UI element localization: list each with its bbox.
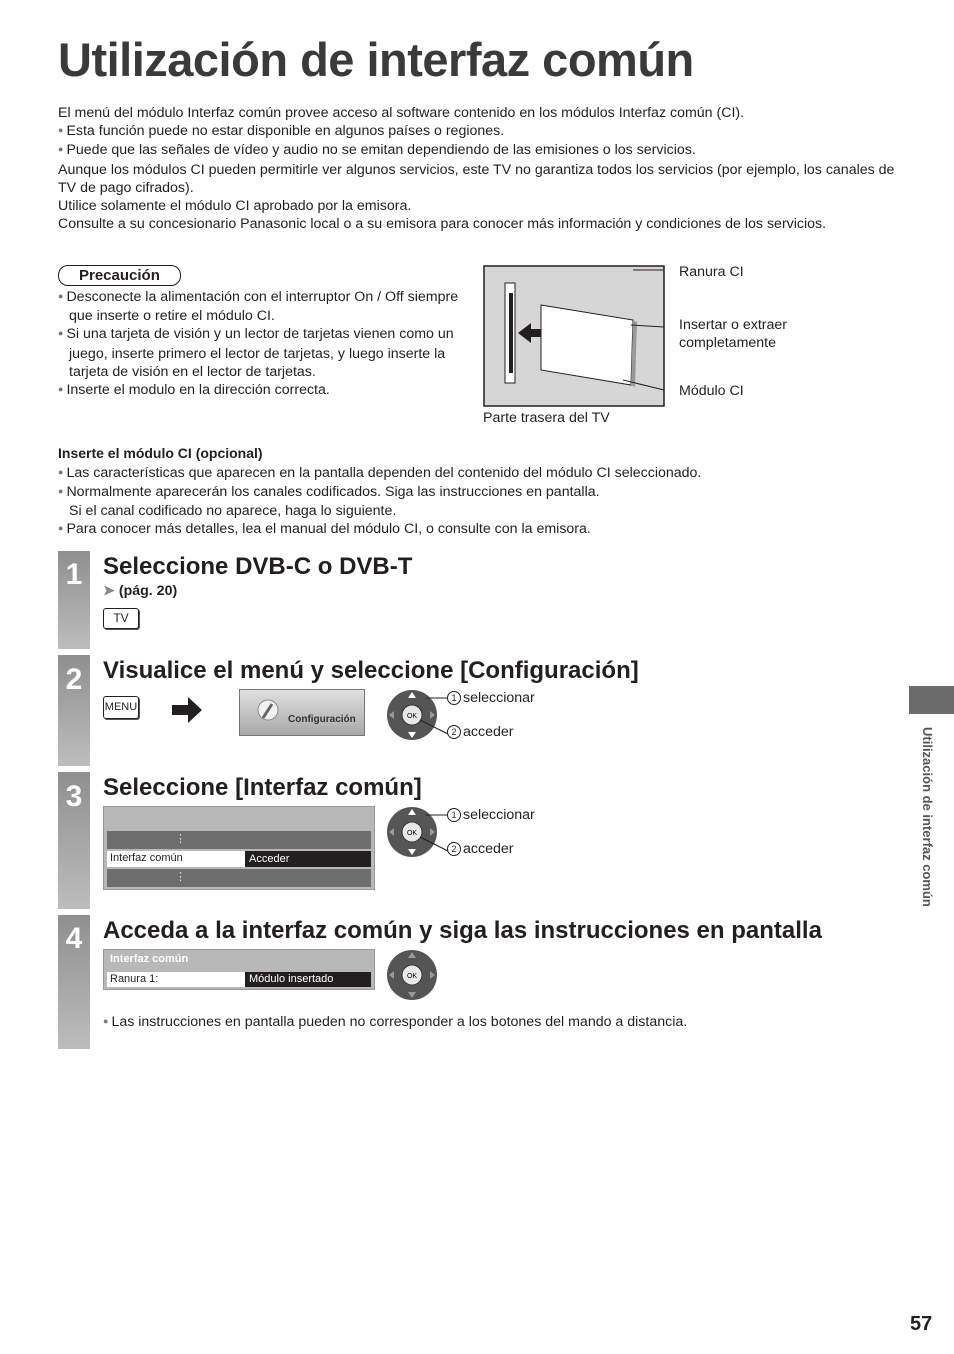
intro-bullet: ● Puede que las señales de vídeo y audio no se emitan dependiendo de las emisiones o los servicios. bbox=[58, 141, 898, 160]
menu-key-icon: MENU bbox=[103, 696, 139, 719]
caution-section bbox=[58, 265, 468, 400]
step-title: Visualice el menú y seleccione [Configuración] bbox=[103, 657, 639, 684]
caution-item: ● Si una tarjeta de visión y un lector de tarjetas vienen como un juego, inserte primero el lector de tarjetas, y luego inserte la tarjeta de visión en el lector de tarjetas. bbox=[58, 325, 468, 381]
wrench-icon bbox=[254, 696, 282, 728]
step-number: 1 bbox=[65, 558, 83, 591]
step-number: 2 bbox=[65, 663, 83, 696]
access-label: 2 acceder bbox=[447, 724, 513, 740]
step-title: Seleccione [Interfaz común] bbox=[103, 774, 422, 801]
chapter-tab bbox=[909, 686, 954, 714]
step-note: ● Las instrucciones en pantalla pueden no corresponder a los botones del mando a distancia. bbox=[103, 1014, 687, 1030]
intro-line: Utilice solamente el módulo CI aprobado por la emisora. bbox=[58, 198, 412, 215]
ci-panel-title: Interfaz común bbox=[110, 953, 189, 965]
caution-item: ● Inserte el modulo en la dirección correcta. bbox=[58, 381, 468, 400]
caution-label: Precaución bbox=[58, 265, 181, 286]
slot-label: Ranura CI bbox=[679, 264, 744, 280]
menu-row bbox=[107, 869, 371, 887]
menu-row bbox=[107, 831, 371, 849]
diagram-caption: Parte trasera del TV bbox=[483, 410, 610, 426]
caution-item: ● Desconecte la alimentación con el interruptor On / Off siempre que inserte o retire el módulo CI. bbox=[58, 288, 468, 325]
access-label: 2 acceder bbox=[447, 841, 513, 857]
chapter-label: Utilización de interfaz común bbox=[920, 727, 935, 907]
step-title: Acceda a la interfaz común y siga las instrucciones en pantalla bbox=[103, 917, 822, 944]
configuration-menu-icon: Configuración bbox=[239, 689, 365, 736]
svg-text:OK: OK bbox=[406, 713, 418, 720]
insert-heading: Inserte el módulo CI (opcional) bbox=[58, 445, 263, 461]
setup-menu-panel bbox=[103, 806, 375, 890]
page-number: 57 bbox=[910, 1313, 933, 1335]
tv-key-icon: TV bbox=[103, 608, 139, 629]
pointer-lines bbox=[408, 807, 452, 857]
page-title: Utilización de interfaz común bbox=[58, 33, 694, 86]
ellipsis-icon: ⋮ bbox=[175, 871, 186, 883]
insert-label: Insertar o extraer completamente bbox=[679, 317, 788, 351]
step-title: Seleccione DVB-C o DVB-T bbox=[103, 553, 413, 580]
ci-slot-row[interactable]: Ranura 1: Módulo insertado bbox=[107, 972, 371, 987]
insert-item: ● Las características que aparecen en la pantalla dependen del contenido del módulo CI seleccionado. bbox=[58, 464, 918, 483]
pointer-lines bbox=[408, 690, 452, 740]
page-ref: ➤ (pág. 20) bbox=[103, 583, 178, 599]
ci-menu-panel bbox=[103, 949, 375, 990]
insert-section bbox=[58, 444, 918, 539]
step-number: 3 bbox=[65, 780, 83, 813]
insert-item: ● Para conocer más detalles, lea el manual del módulo CI, o consulte con la emisora. bbox=[58, 520, 918, 539]
intro-line: Consulte a su concesionario Panasonic local o a su emisora para conocer más información y condiciones de los servicios. bbox=[58, 216, 827, 233]
ellipsis-icon: ⋮ bbox=[175, 833, 186, 845]
arrow-right-icon bbox=[172, 696, 204, 724]
select-label: 1 seleccionar bbox=[447, 807, 535, 823]
intro-line: El menú del módulo Interfaz común provee acceso al software contenido en los módulos Interfaz común (CI). bbox=[58, 105, 745, 121]
insert-item: ● Normalmente aparecerán los canales codificados. Siga las instrucciones en pantalla. Si el canal codificado no aparece, haga lo siguiente. bbox=[58, 483, 918, 520]
ci-slot-diagram bbox=[483, 265, 683, 410]
intro-line: Aunque los módulos CI pueden permitirle ver algunos servicios, este TV no garantiza todos los servicios (por ejemplo, los canales de TV de pago cifrados). bbox=[58, 161, 895, 196]
menu-row-selected[interactable]: Interfaz común Acceder bbox=[107, 851, 371, 867]
ok-pad-icon bbox=[386, 949, 438, 1001]
arrow-right-icon: ➤ bbox=[103, 583, 115, 599]
step-number: 4 bbox=[65, 922, 83, 955]
module-label: Módulo CI bbox=[679, 383, 744, 399]
svg-text:OK: OK bbox=[406, 830, 418, 837]
intro-bullet: ● Esta función puede no estar disponible en algunos países o regiones. bbox=[58, 122, 898, 141]
svg-text:OK: OK bbox=[406, 973, 418, 980]
select-label: 1 seleccionar bbox=[447, 690, 535, 706]
intro-text bbox=[58, 104, 898, 233]
